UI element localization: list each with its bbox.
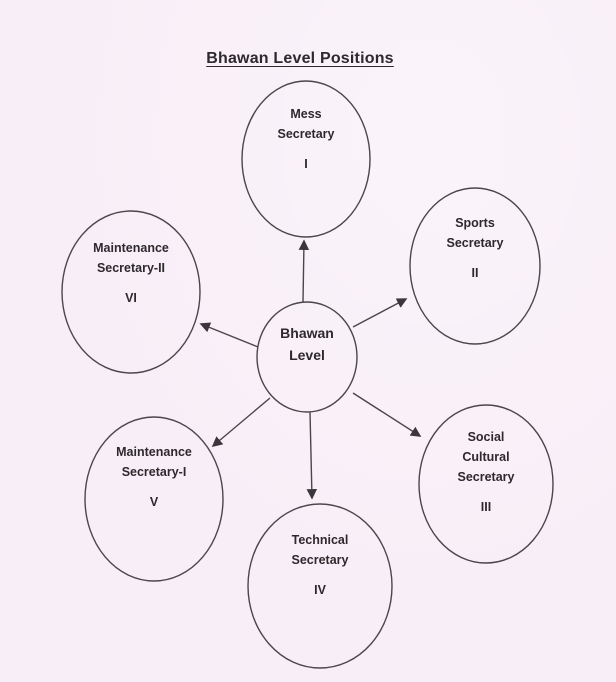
node-line: Mess	[290, 107, 322, 121]
node-line: Bhawan	[280, 325, 334, 341]
node-numeral: V	[149, 495, 159, 509]
arrow-center-to-maintenance1	[213, 398, 270, 446]
node-line: Secretary	[277, 127, 335, 141]
node-line: Social	[467, 430, 505, 444]
node-numeral: IV	[314, 583, 326, 597]
node-line: Maintenance	[116, 445, 192, 459]
node-label-mess-secretary	[236, 104, 376, 174]
node-line: Maintenance	[93, 241, 169, 255]
node-line: Cultural	[462, 450, 510, 464]
arrow-center-to-technical	[310, 412, 312, 498]
node-label-maintenance-secretary-2	[54, 238, 208, 308]
node-line: Secretary-II	[96, 261, 166, 275]
node-line: Level	[289, 347, 325, 363]
arrow-center-to-mess	[303, 241, 304, 302]
node-numeral: VI	[125, 291, 137, 305]
node-label-social-cultural-secretary	[416, 427, 556, 517]
node-line: Secretary	[457, 470, 515, 484]
diagram-title: Bhawan Level Positions	[206, 50, 394, 67]
node-numeral: II	[471, 266, 479, 280]
node-label-maintenance-secretary-1	[77, 442, 231, 512]
node-line: Secretary	[446, 236, 504, 250]
node-label-technical-secretary	[250, 530, 390, 600]
node-line: Technical	[291, 533, 349, 547]
node-line: Sports	[455, 216, 495, 230]
node-numeral: III	[480, 500, 492, 514]
node-label-bhawan-level	[247, 322, 367, 366]
node-line: Secretary	[291, 553, 349, 567]
arrow-center-to-social	[353, 393, 420, 436]
node-label-sports-secretary	[405, 213, 545, 283]
node-line: Secretary-I	[121, 465, 187, 479]
node-numeral: I	[304, 157, 308, 171]
